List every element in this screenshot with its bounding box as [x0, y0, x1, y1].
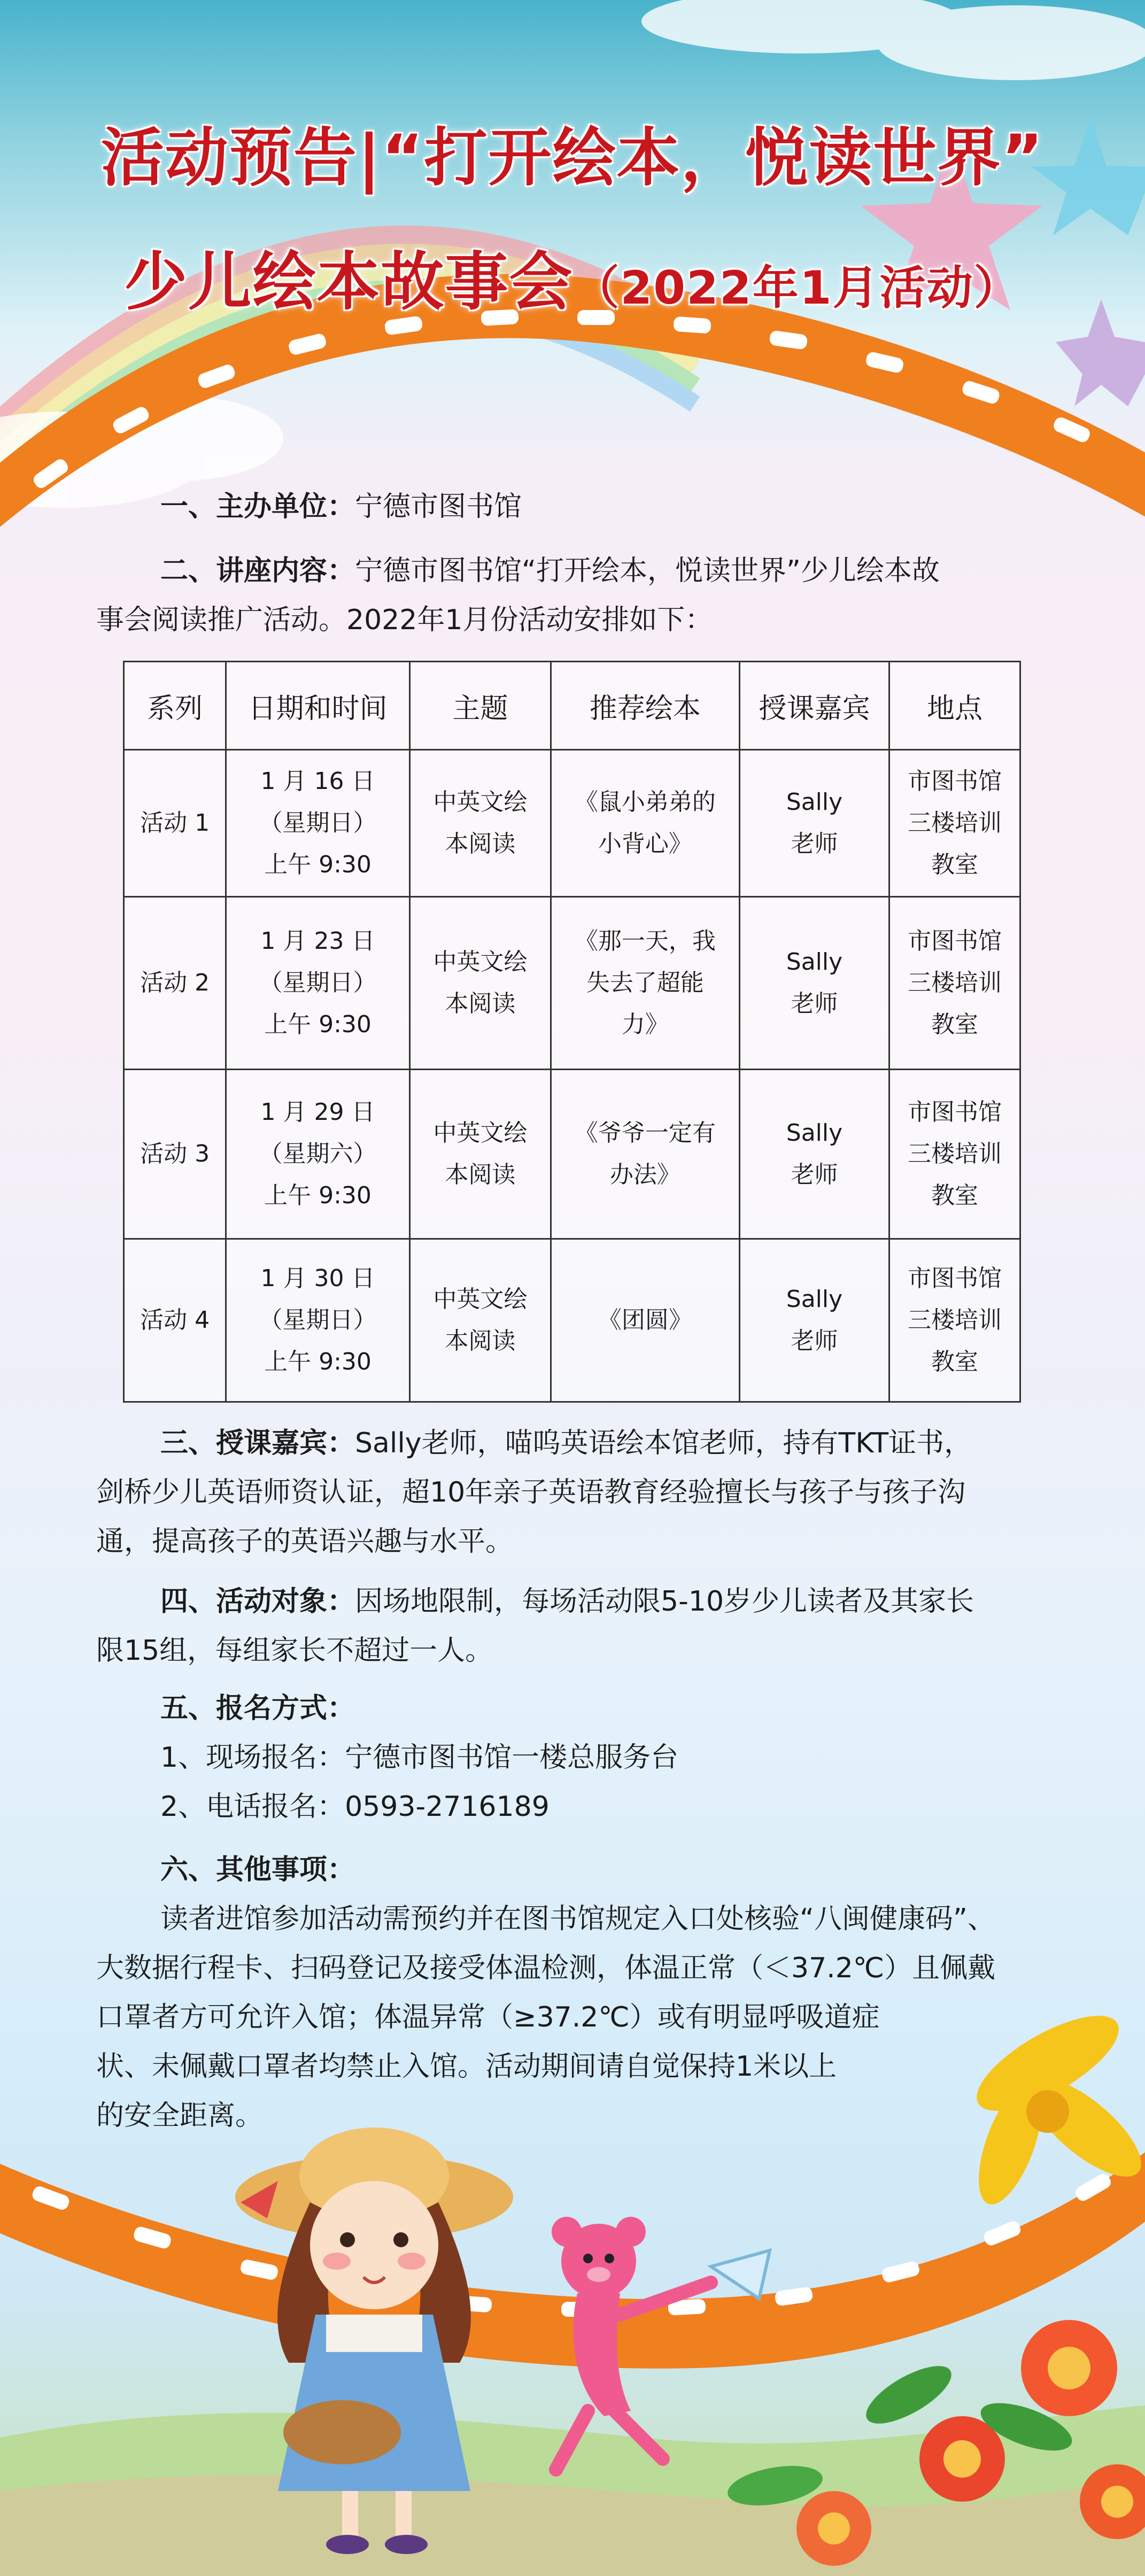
content-label: 二、讲座内容： [160, 555, 355, 587]
other-line4: 状、未佩戴口罩者均禁止入馆。活动期间请自觉保持1米以上 [96, 2051, 837, 2083]
audience-paragraph [96, 1577, 1058, 1675]
content-line2: 事会阅读推广活动。2022年1月份活动安排如下： [96, 604, 713, 636]
title-paren: （2022年1月活动） [573, 261, 1021, 315]
schedule-table [123, 661, 1021, 1403]
other-line1: 读者进馆参加活动需预约并在图书馆规定入口处核验“八闽健康码”、 [160, 1903, 995, 1935]
guest-line3: 通，提高孩子的英语兴趣与水平。 [96, 1526, 514, 1558]
cell-topic: 中英文绘 本阅读 [409, 1239, 551, 1402]
organizer-value: 宁德市图书馆 [355, 491, 522, 523]
cell-place: 市图书馆 三楼培训 教室 [889, 1239, 1020, 1402]
header-date: 日期和时间 [226, 662, 409, 750]
cell-place: 市图书馆 三楼培训 教室 [889, 1070, 1020, 1239]
header-topic: 主题 [409, 662, 551, 750]
content-line1: 宁德市图书馆“打开绘本，悦读世界”少儿绘本故 [355, 555, 940, 587]
cell-guest: Sally 老师 [739, 750, 889, 897]
cell-book: 《爷爷一定有 办法》 [551, 1070, 739, 1239]
table-row [124, 1239, 1020, 1402]
other-label: 六、其他事项： [160, 1854, 355, 1886]
cell-guest: Sally 老师 [739, 1070, 889, 1239]
organizer-label: 一、主办单位： [160, 491, 355, 523]
poster-title-line2 [0, 231, 1145, 322]
signup-item-onsite: 1、现场报名：宁德市图书馆一楼总服务台 [160, 1742, 679, 1774]
cell-date: 1 月 30 日 （星期日） 上午 9:30 [226, 1239, 409, 1402]
other-line2: 大数据行程卡、扫码登记及接受体温检测，体温正常（＜37.2℃）且佩戴 [96, 1952, 996, 1984]
table-row [124, 897, 1020, 1070]
table-row [124, 750, 1020, 897]
cell-topic: 中英文绘 本阅读 [409, 897, 551, 1070]
guest-line2: 剑桥少儿英语师资认证，超10年亲子英语教育经验擅长与孩子与孩子沟 [96, 1476, 966, 1509]
guest-paragraph [96, 1419, 1058, 1566]
cell-topic: 中英文绘 本阅读 [409, 750, 551, 897]
cell-book: 《那一天，我 失去了超能 力》 [551, 897, 739, 1070]
signup-label: 五、报名方式： [160, 1692, 355, 1724]
organizer-line [96, 482, 1058, 531]
header-place: 地点 [889, 662, 1020, 750]
audience-label: 四、活动对象： [160, 1585, 355, 1618]
signup-section [96, 1684, 1058, 1831]
other-line5: 的安全距离。 [96, 2100, 264, 2132]
cell-topic: 中英文绘 本阅读 [409, 1070, 551, 1239]
header-series: 系列 [124, 662, 226, 750]
table-header-row [124, 662, 1020, 750]
cell-place: 市图书馆 三楼培训 教室 [889, 750, 1020, 897]
signup-item-phone: 2、电话报名：0593-2716189 [160, 1791, 550, 1823]
header-guest: 授课嘉宾 [739, 662, 889, 750]
cell-date: 1 月 16 日 （星期日） 上午 9:30 [226, 750, 409, 897]
content-paragraph [96, 546, 1058, 645]
guest-label: 三、授课嘉宾： [160, 1427, 355, 1459]
cell-guest: Sally 老师 [739, 1239, 889, 1402]
other-line3: 口罩者方可允许入馆；体温异常（≥37.2℃）或有明显呼吸道症 [96, 2001, 880, 2033]
cell-series: 活动 2 [124, 897, 226, 1070]
cell-book: 《团圆》 [551, 1239, 739, 1402]
cell-series: 活动 4 [124, 1239, 226, 1402]
cell-series: 活动 1 [124, 750, 226, 897]
title-main: 少儿绘本故事会 [124, 245, 574, 319]
cell-series: 活动 3 [124, 1070, 226, 1239]
cell-book: 《鼠小弟弟的 小背心》 [551, 750, 739, 897]
header-book: 推荐绘本 [551, 662, 739, 750]
other-section [96, 1845, 1058, 2140]
poster-title-line1: 活动预告|“打开绘本，悦读世界” [100, 121, 1045, 195]
cell-guest: Sally 老师 [739, 897, 889, 1070]
cell-date: 1 月 23 日 （星期日） 上午 9:30 [226, 897, 409, 1070]
table-row [124, 1070, 1020, 1239]
cell-place: 市图书馆 三楼培训 教室 [889, 897, 1020, 1070]
cell-date: 1 月 29 日 （星期六） 上午 9:30 [226, 1070, 409, 1239]
guest-line1: Sally老师，喵呜英语绘本馆老师，持有TKT证书， [355, 1427, 972, 1459]
audience-line2: 限15组，每组家长不超过一人。 [96, 1635, 493, 1667]
audience-line1: 因场地限制，每场活动限5-10岁少儿读者及其家长 [355, 1585, 974, 1618]
